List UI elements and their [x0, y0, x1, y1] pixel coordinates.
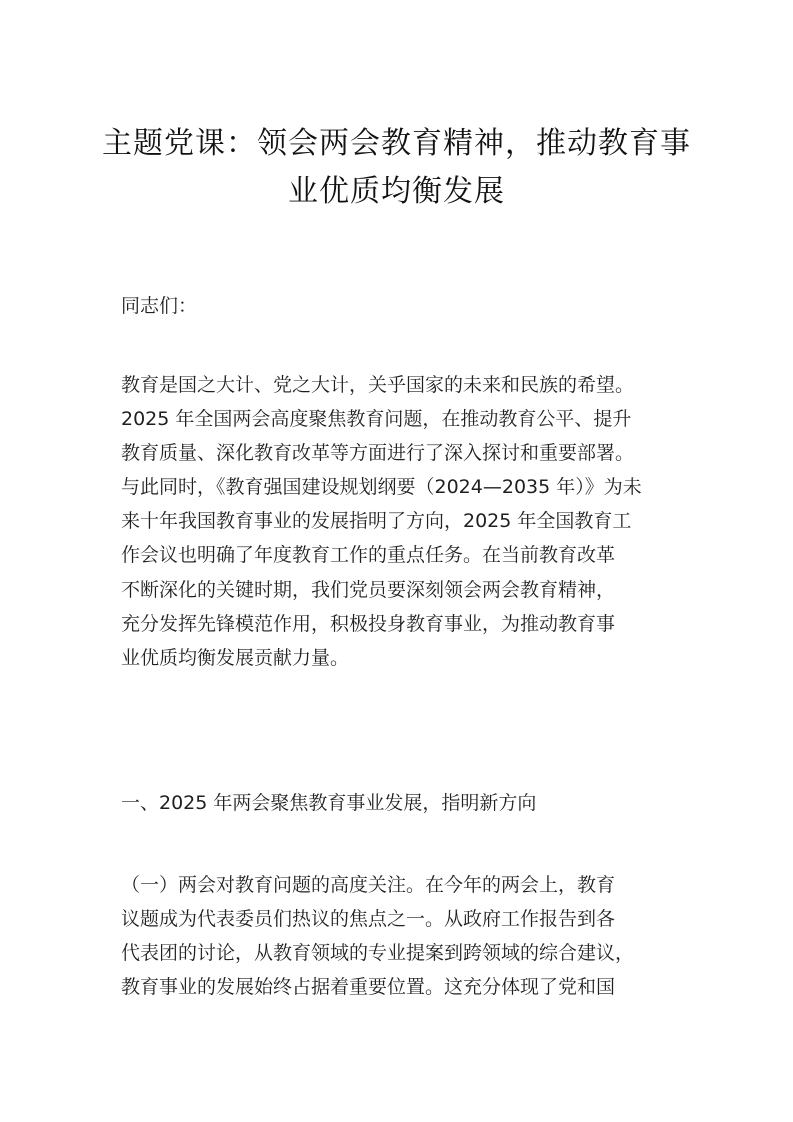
title-line-2: 业优质均衡发展	[288, 174, 505, 209]
title-line-1: 主题党课：领会两会教育精神，推动教育事	[102, 126, 691, 161]
intro-line-6: 作会议也明确了年度教育工作的重点任务。在当前教育改革	[121, 544, 616, 567]
subsection-line-2: 议题成为代表委员们热议的焦点之一。从政府工作报告到各	[121, 908, 616, 930]
greeting-text: 同志们：	[121, 295, 198, 317]
intro-line-2: 2025 年全国两会高度聚焦教育问题，在推动教育公平、提升	[121, 408, 632, 431]
intro-line-9: 业优质均衡发展贡献力量。	[121, 646, 350, 669]
intro-paragraph	[121, 368, 681, 675]
subsection-line-1: （一）两会对教育问题的高度关注。在今年的两会上，教育	[121, 874, 616, 896]
intro-line-4: 与此同时，《教育强国建设规划纲要（2024—2035 年）》为未	[121, 476, 642, 499]
intro-line-5: 来十年我国教育事业的发展指明了方向，2025 年全国教育工	[121, 510, 632, 533]
subsection-paragraph-1	[121, 868, 681, 1004]
subsection-line-3: 代表团的讨论，从教育领域的专业提案到跨领域的综合建议，	[121, 942, 635, 964]
intro-line-1: 教育是国之大计、党之大计，关乎国家的未来和民族的希望。	[121, 374, 635, 396]
intro-line-8: 充分发挥先锋模范作用，积极投身教育事业，为推动教育事	[121, 612, 616, 635]
section-heading-1	[121, 786, 681, 820]
subsection-line-4: 教育事业的发展始终占据着重要位置。这充分体现了党和国	[121, 976, 616, 998]
section-heading-1-text: 一、2025 年两会聚焦教育事业发展，指明新方向	[121, 792, 537, 814]
intro-line-7: 不断深化的关键时期，我们党员要深刻领会两会教育精神，	[121, 578, 616, 601]
document-title	[100, 120, 693, 216]
greeting	[121, 289, 681, 323]
intro-line-3: 教育质量、深化教育改革等方面进行了深入探讨和重要部署。	[121, 442, 635, 465]
